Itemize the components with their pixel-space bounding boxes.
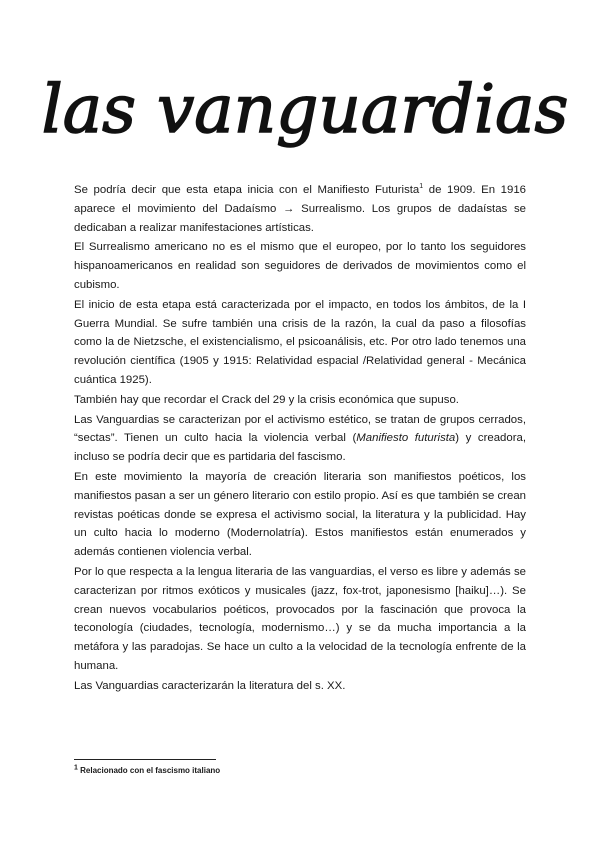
paragraph-text: El Surrealismo americano no es el mismo que el europeo, por lo tanto los seguidores hispanoamericanos en realidad son seguidores de derivados de movimientos como el cubismo. bbox=[74, 241, 526, 291]
title-heading bbox=[41, 70, 569, 160]
paragraph bbox=[74, 391, 526, 410]
title-text: las vanguardias bbox=[41, 71, 569, 148]
paragraph-text: También hay que recordar el Crack del 29 y la crisis económica que supuso. bbox=[74, 393, 459, 406]
paragraph-text: El inicio de esta etapa está caracterizada por el impacto, en todos los ámbitos, de la I Guerra Mundial. Se sufre también una crisis de la razón, la cual da paso a filosofías como la de Nietzsche, el existencialismo, el psicoanálisis, etc. Por otro lado tenemos una revolución científica (1905 y 1915: Relatividad espacial /Relatividad general - Mecánica cuántica 1925). bbox=[74, 298, 526, 386]
paragraph bbox=[74, 181, 526, 237]
footnote-marker: 1 bbox=[74, 764, 78, 772]
footnote-reference: 1 bbox=[419, 183, 424, 191]
paragraph-text: ) y creadora, incluso se podría decir que es partidaria del fascismo. bbox=[74, 432, 526, 464]
paragraph bbox=[74, 411, 526, 467]
body-text bbox=[74, 181, 526, 697]
footnote bbox=[74, 765, 474, 776]
paragraph-text: Por lo que respecta a la lengua literaria de las vanguardias, el verso es libre y además se caracterizan por ritmos exóticos y musicales (jazz, fox-trot, japonesismo [haiku]…). Se crean nuevos vocabularios poéticos, provocados por la fascinación que provoca la teconología (ciudades, tecnología, modernismo…) y se da mucha importancia a la metáfora y las paradojas. Se hace un culto a la velocidad de la tecnología enfrente de la humana. bbox=[74, 565, 526, 672]
paragraph bbox=[74, 238, 526, 294]
paragraph-text: En este movimiento la mayoría de creación literaria son manifiestos poéticos, los manifiestos pasan a ser un género literario con estilo propio. Así es que también se crean revistas poéticas donde se expresa el activismo social, la literatura y la publicidad. Hay un culto hacia lo moderno (Modernolatría). Estos manifiestos están enumerados y además contienen violencia verbal. bbox=[74, 470, 526, 559]
footnote-text: Relacionado con el fascismo italiano bbox=[77, 766, 221, 775]
paragraph bbox=[74, 296, 526, 390]
paragraph bbox=[74, 563, 526, 676]
emphasis-text: Manifiesto futurista bbox=[356, 432, 456, 445]
paragraph bbox=[74, 468, 526, 562]
paragraph bbox=[74, 677, 526, 696]
paragraph-text: Las Vanguardias caracterizarán la literatura del s. XX. bbox=[74, 679, 346, 692]
footnote-separator bbox=[74, 759, 216, 760]
paragraph-text: Las Vanguardias se caracterizan por el activismo estético, se tratan de grupos cerrados, “sectas”. Tienen un culto hacia la violencia verbal ( bbox=[74, 413, 526, 445]
paragraph-text: Se podría decir que esta etapa inicia con el Manifiesto Futurista bbox=[74, 184, 420, 196]
title-calligraphy bbox=[41, 70, 569, 160]
paragraph-text: de 1909. En 1916 aparece el movimiento del Dadaísmo → Surrealismo. Los grupos de dadaístas se dedicaban a realizar manifestaciones artísticas. bbox=[74, 184, 526, 234]
